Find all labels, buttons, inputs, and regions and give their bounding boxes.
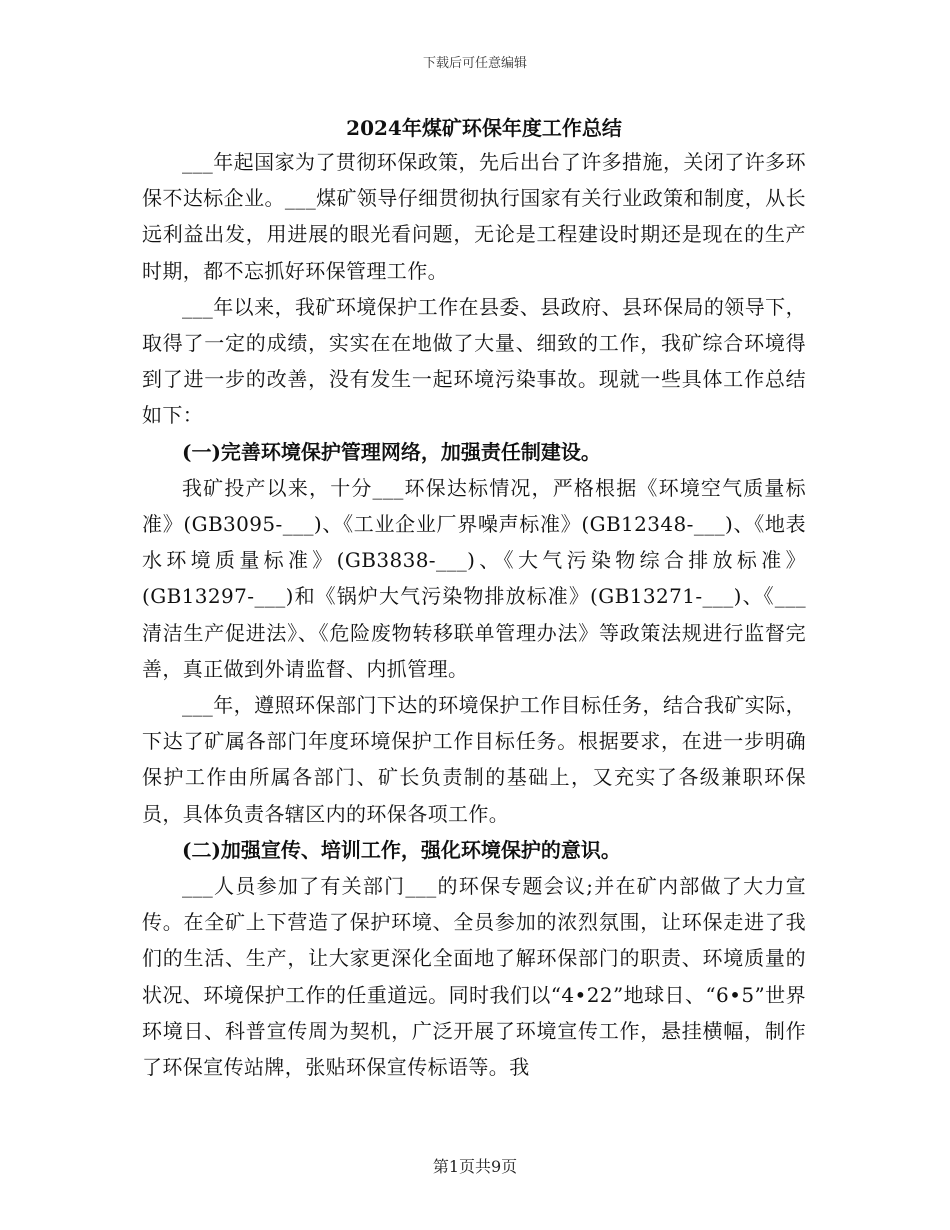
document-body (142, 112, 806, 1085)
paragraph-intro: ___年起国家为了贯彻环保政策，先后出台了许多措施，关闭了许多环保不达标企业。___煤矿领导仔细贯彻执行国家有关行业政策和制度，从长远利益出发，用进展的眼光看问题，无论是工程建设时期还是现在的生产时期，都不忘抓好环保管理工作。 (142, 150, 806, 283)
paragraph-overview: ___年以来，我矿环境保护工作在县委、县政府、县环保局的领导下，取得了一定的成绩，实实在在地做了大量、细致的工作，我矿综合环境得到了进一步的改善，没有发生一起环境污染事故。现就一些具体工作总结如下： (142, 294, 806, 428)
paragraph-publicity: ___人员参加了有关部门___的环保专题会议;并在矿内部做了大力宣传。在全矿上下营造了保护环境、全员参加的浓烈氛围，让环保走进了我们的生活、生产，让大家更深化全面地了解环保部门的职责、环境质量的状况、环境保护工作的任重道远。同时我们以“4•22”地球日、“6•5”世界环境日、科普宣传周为契机，广泛开展了环境宣传工作，悬挂横幅，制作了环保宣传站牌，张贴环保宣传标语等。我 (142, 874, 806, 1080)
document-title: 2024年煤矿环保年度工作总结 (346, 116, 622, 140)
header-note: 下载后可任意编辑 (422, 56, 527, 71)
page-footer: 第1页共9页 (432, 1157, 518, 1176)
paragraph-standards: 我矿投产以来，十分___环保达标情况，严格根据《环境空气质量标准》(GB3095-___)、《工业企业厂界噪声标准》(GB12348-___)、《地表水环境质量标准》(GB3838-___)、《大气污染物综合排放标准》(GB13297-___)和《锅炉大气污染物排放标准》(GB13271-___)、《___清洁生产促进法》、《危险废物转移联单管理办法》等政策法规进行监督完善，真正做到外请监督、内抓管理。 (142, 475, 806, 681)
section-heading-1: (一)完善环境保护管理网络，加强责任制建设。 (182, 439, 601, 464)
paragraph-targets: ___年，遵照环保部门下达的环境保护工作目标任务，结合我矿实际，下达了矿属各部门年度环境保护工作目标任务。根据要求，在进一步明确保护工作由所属各部门、矿长负责制的基础上，又充实了各级兼职环保员，具体负责各辖区内的环保各项工作。 (142, 693, 806, 826)
section-heading-2: (二)加强宣传、培训工作，强化环境保护的意识。 (182, 837, 621, 862)
